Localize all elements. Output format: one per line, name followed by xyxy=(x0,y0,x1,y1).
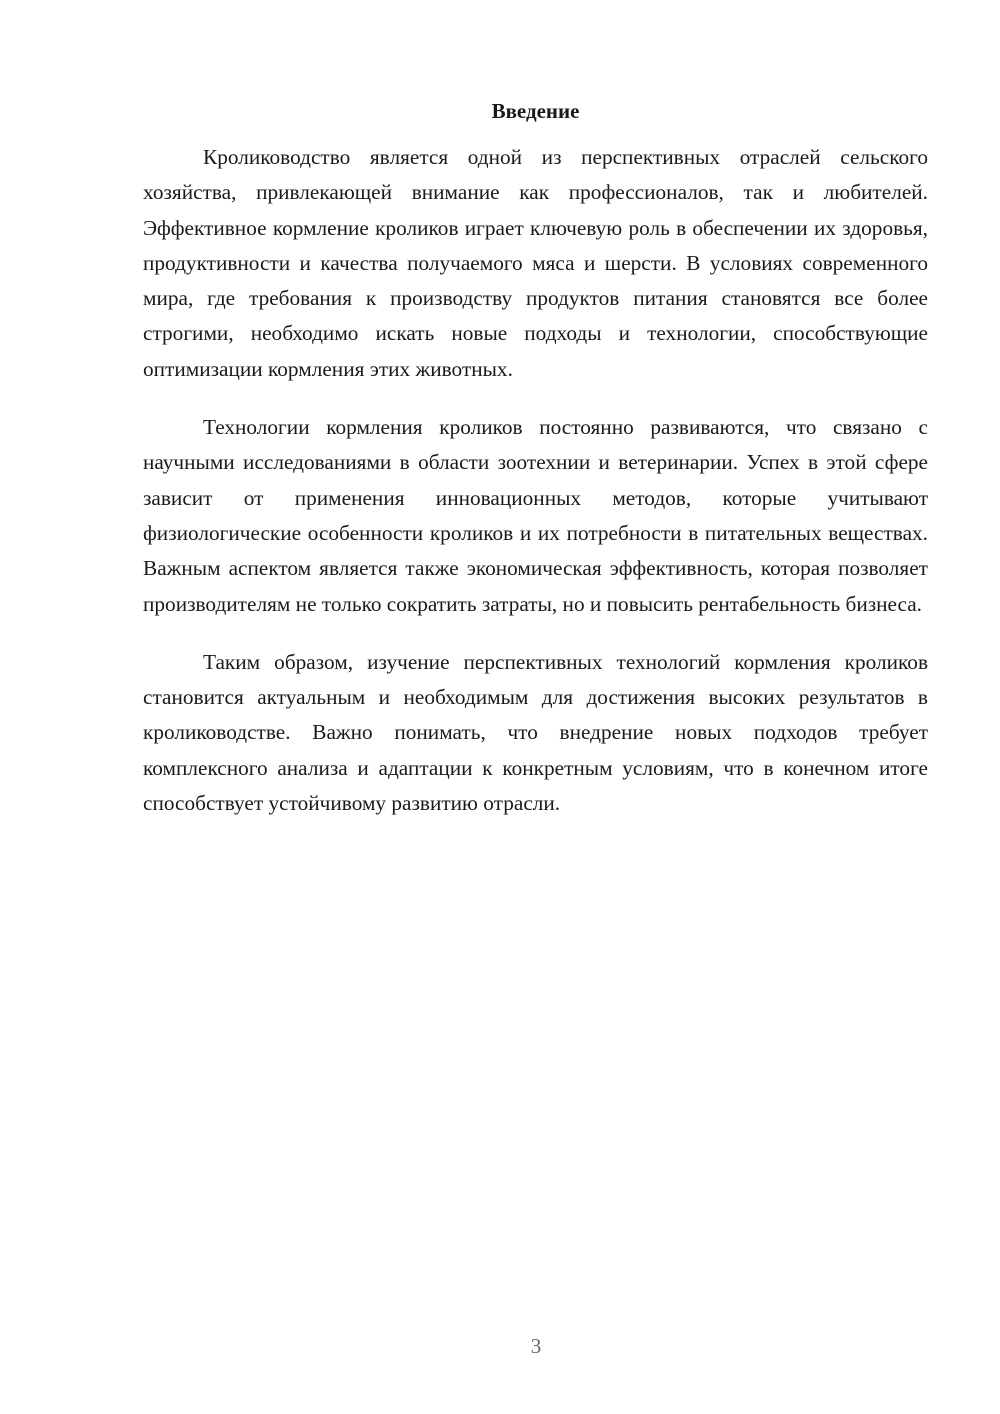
page-content xyxy=(143,94,928,844)
paragraph-1: Кролиководство является одной из перспективных отраслей сельского хозяйства, привлекающей внимание как профессионалов, так и любителей. Эффективное кормление кроликов играет ключевую роль в обеспечении их здоровья, продуктивности и качества получаемого мяса и шерсти. В условиях современного мира, где требования к производству продуктов питания становятся все более строгими, необходимо искать новые подходы и технологии, способствующие оптимизации кормления этих животных. xyxy=(143,145,928,381)
section-heading: Введение xyxy=(491,99,580,123)
paragraph-2: Технологии кормления кроликов постоянно развиваются, что связано с научными исследованиями в области зоотехнии и ветеринарии. Успех в этой сфере зависит от применения инновационных методов, которые учитывают физиологические особенности кроликов и их потребности в питательных веществах. Важным аспектом является также экономическая эффективность, которая позволяет производителям не только сократить затраты, но и повысить рентабельность бизнеса. xyxy=(143,415,928,616)
page-number: 3 xyxy=(530,1334,542,1358)
paragraph-3: Таким образом, изучение перспективных технологий кормления кроликов становится актуальным и необходимым для достижения высоких результатов в кролиководстве. Важно понимать, что внедрение новых подходов требует комплексного анализа и адаптации к конкретным условиям, что в конечном итоге способствует устойчивому развитию отрасли. xyxy=(143,649,928,816)
